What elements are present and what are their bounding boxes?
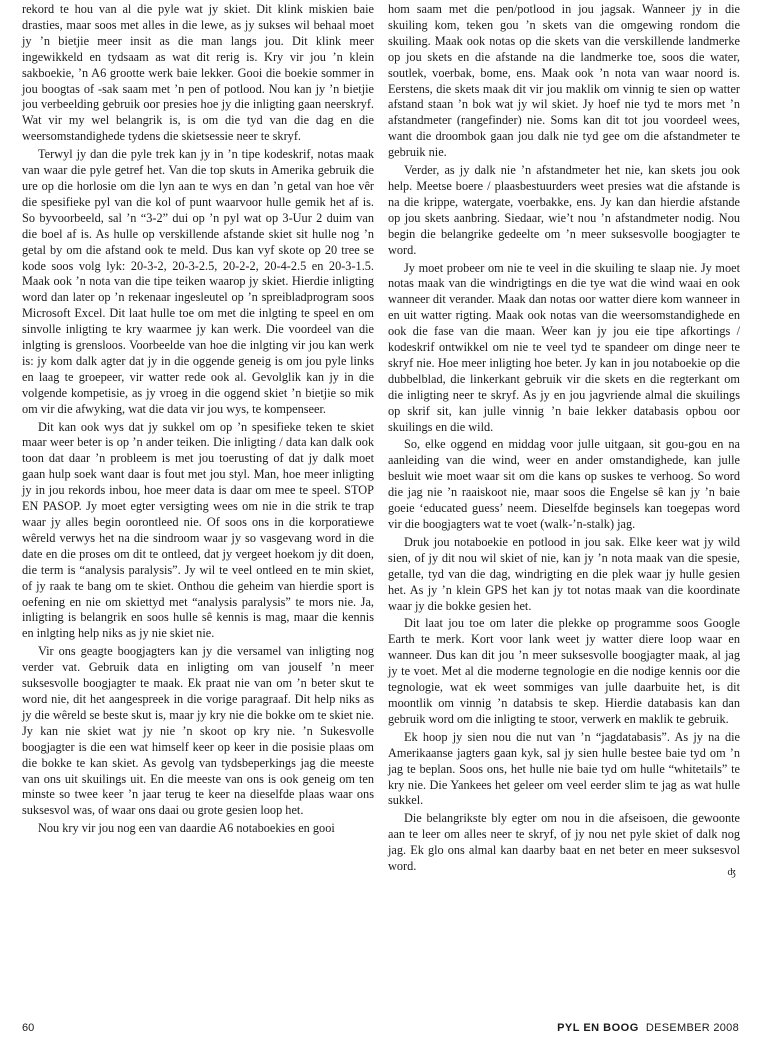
end-mark-icon: ʤ [727,866,736,878]
paragraph: hom saam met die pen/potlood in jou jagsak. Wanneer jy in die skuiling kom, teken gou ’n skets van die omgewing rondom die skuiling. Maak ook notas op die skets van die verskillende landmerke op jou skets en die afstande na die landmerke toe, soos die water, soutlek, voerbak, bome, ens. Maak ook ’n nota van waar noord is. Eerstens, die skets maak dit vir jou maklik om vinnig te sien op watter afstand staan ’n bok wat jy wil skiet. Jy hoef nie tyd te mors met ’n afstandmeter (rangefinder) nie. Soms kan dit tot jou voordeel wees, want die droombok gaan jou dalk nie tyd gee om die afstandmeter te gebruik nie. [388,2,740,160]
footer-masthead [557,1022,739,1034]
left-column [22,2,374,839]
page-footer [22,1022,739,1042]
paragraph: So, elke oggend en middag voor julle uitgaan, sit gou-gou en na aanleiding van die wind, weer en ander omstandighede, kan julle besluit wie moet waar sit om die kans op suskes te verhoog. So word die jag nie ’n raaiskoot nie, maar soos die Engelse sê kan jy ’n baie goeie ‘educated guess’ neem. Dieselfde beginsels kan toegepas word vir die boogjagters wat te voet (walk-’n-stalk) jag. [388,437,740,531]
right-column [388,2,740,881]
paragraph: Jy moet probeer om nie te veel in die skuiling te slaap nie. Jy moet notas maak van die windrigtings en die tye wat die wind waai en ook wanneer dit verander. Maak dan notas oor watter diere kom wanneer in en uit watter rigting. Maak ook notas van die weersomstandighede en ook die fase van die maan. Weer kan jy jou eie tipe afkortings / kodeskrif ontwikkel om nie te veel tyd te spandeer om dinge neer te skryf nie. Hoe meer inligting hoe beter. Jy kan in jou notaboekie op die dubbelblad, die linkerkant gebruik vir die skets en die regterkant om die inligting neer te skryf. As jy en jou jagvriende almal die skuilings op skrif sit, kan julle vinnig ’n baie lekker databasis opbou oor skuilings en die wild. [388,260,740,434]
paragraph: Die belangrikste bly egter om nou in die afseisoen, die gewoonte aan te leer om alles neer te skryf, of jy nou net pyle skiet of dalk nog jag. Ek glo ons almal kan daarby baat en net beter en meer suksesvol word. [388,811,740,874]
magazine-name: PYL EN BOOG [557,1022,639,1034]
page-number: 60 [22,1022,35,1034]
paragraph: Vir ons geagte boogjagters kan jy die versamel van inligting nog verder vat. Gebruik data en inligting om van jouself ’n meer suksesvolle boogjagter te maak. Ek praat nie van om ’n beter skut te word nie, dit het aangespreek in die vorige paragraaf. Dit help niks as jy die wêreld se beste skut is, maar jy kry nie die bokke om te skiet nie. Jy kan nie skiet wat jy nie ’n skoot op kry nie. ’n Sukesvolle boogjagter is die een wat himself keer op keer in die posisie plaas om die bokke te kan skiet. As gevolg van tydsbeperkings jag die meeste van ons uit skuilings uit. En die meeste van ons is ook geneig om ten minste so twee keer ’n jaar terug te keer na dieselfde plaas waar ons suksesvol was, of waar ons daai ou grote gesien loop het. [22,644,374,818]
paragraph: Nou kry vir jou nog een van daardie A6 notaboekies en gooi [38,821,335,836]
paragraph: rekord te hou van al die pyle wat jy skiet. Dit klink miskien baie drasties, maar soos met alles in die lewe, as jy sukses wil behaal moet jy ’n bietjie meer insit as die man langs jou. Dit klink meer ingewikkeld en tydsaam as wat dit rerig is. Kry vir jou ’n klein sakboekie, ’n A6 grootte werk baie lekker. Gooi die boekie sommer in jou boogtas of -sak saam met ’n pen of potlood. Nou kan jy ’n bietjie jou verbeelding gebruik oor presies hoe jy die inligting gaan neerskryf. Wat vir my wel belangrik is, is om die tyd van die dag en die weersomstandighede tydens die skietsessie neer te skryf. [22,2,374,144]
paragraph: Dit kan ook wys dat jy sukkel om op ’n spesifieke teken te skiet maar weer beter is op ’n ander teiken. Die inligting / data kan dalk ook toon dat daar ’n probleem is met jou toerusting of dat jy dalk moet gaan hulp soek want daar is fout met jou styl. Man, hoe meer inligting jy in jou rekords inbou, hoe meer data is daar om mee te speel. STOP EN PASOP. Jy moet egter versigting wees om nie in die strik te trap waar jy alles begin oorontleed nie. Of soos ons in die korporatiewe wêreld verwys het na die sindroom waar jy so vasgevang word in die date en die proses om dit te ontleed, dat jy vergeet hoekom jy dit doen, die term is “analysis paralysis”. Jy wil te veel ontleed en te min skiet, of jy raak te bang om te skiet. Onthou die geheim van hierdie sport is oefening en nie om skiettyd met “analysis paralysis” te mors nie. Ja, inligting is belangrik en soos hulle sê kennis is mag, maar die kennis en inlgting help niks as jy nie skiet nie. [22,419,374,641]
issue-date: DESEMBER 2008 [645,1022,739,1034]
paragraph: Dit laat jou toe om later die plekke op programme soos Google Earth te merk. Kort voor lank weet jy watter diere loop waar en wanneer. Dus kan dit jou ’n meer suksesvolle boogjagter maak, al jag jy te voet. Met al die moderne tegnologie en die nodige kennis oor die tegnologie, wat ek weet sommiges van julle daarbuite het, is dit moontlik om vinnig ’n databsis te skep. Hierdie databasis kan dan gebruik word om die inligting te stoor, verwerk en maklik te gebruik. [388,616,740,726]
paragraph: Druk jou notaboekie en potlood in jou sak. Elke keer wat jy wild sien, of jy dit nou wil skiet of nie, kan jy ’n nota maak van die spesie, getalle, tyd van die dag, windrigting en die plek waar jy hulle gesien het. As jy ’n klein GPS het kan jy tot notas maak van die koordinate waar jy die bokke gesien het. [388,534,740,613]
paragraph: Ek hoop jy sien nou die nut van ’n “jagdatabasis”. As jy na die Amerikaanse jagters gaan kyk, sal jy sien hulle bestee baie tyd om ’n jag te beplan. Soos ons, het hulle nie baie tyd om hulle “whitetails” te kry nie. Die Yankees het geleer om veel eerder slim te jag as wat hulle sukkel. [388,729,740,808]
paragraph: Verder, as jy dalk nie ’n afstandmeter het nie, kan skets jou ook help. Meetse boere / plaasbestuurders weet presies wat die afstande is na die krippe, watergate, voerbakke, ens. Jy kan dan hierdie afstande op jou skets aanbring. Siedaar, wie’t nou ’n afstandmeter nodig. Nou begin die belangrike gedeelte om ’n meer suksesvolle boogjagter te word. [388,163,740,257]
paragraph: Terwyl jy dan die pyle trek kan jy in ’n tipe kodeskrif, notas maak van waar die pyle getref het. Van die top skuts in Amerika gebruik die ure op die horlosie om die lyn aan te wys en dan ’n getal van hoe vêr die spesifieke pyl van die kol of punt waarvoor hulle gemik het af is. So byvoorbeeld, sal ’n “3-2” dui op ’n pyl wat op 3-Uur 2 duim van die boel af is. As hulle op verskillende afstande skiet sit hulle nog ’n getal by om die afstand ook te meld. Dus kan vyf skote op 20 tree se kode soos volg lyk: 20-3-2, 20-3-2.5, 20-2-2, 20-4-2.5 en 20-3-1.5. Maak ook ’n nota van die tipe teiken waarop jy skiet. Hierdie inligting word dan later op ’n rekenaar ingesleutel op ’n spreibladprogram soos Microsoft Excel. Dit laat hulle toe om met die inlgting te speel en om sinvolle inligting te kry waarmee jy kan werk. Die voordeel van die inlgting is grensloos. Voorbeelde van hoe die inlgting vir jou kan werk is: jy kom dalk agter dat jy in die oggende geneig is om jou pyle links en laag te groepeer, vir watter rede ook al. Gevolglik kan jy in die volgende kompetisie, as jy vroeg in die oggend skiet ’n bietjie so mik om vir die afwyking, wat die data vir jou wys, te kompenseer. [22,147,374,416]
